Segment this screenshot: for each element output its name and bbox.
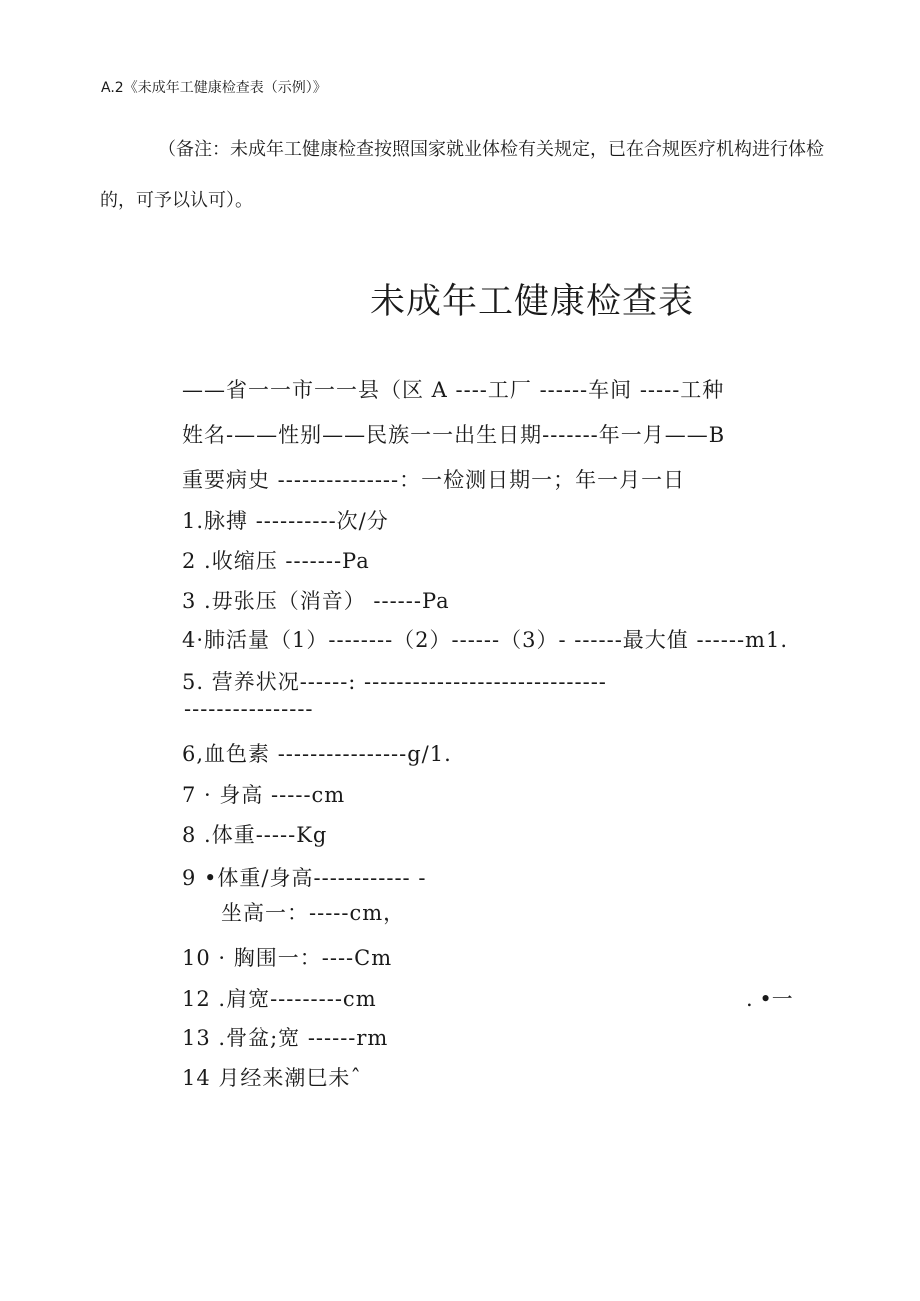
form-line-menarche: 14 月经来潮巳未ˆ (182, 1066, 362, 1090)
form-line-lung-capacity: 4·肺活量（1）--------（2）------（3）- ------最大值 ------m1. (182, 628, 789, 652)
side-mark: . •一 (746, 987, 793, 1011)
form-line-sitting-height: 坐高一：-----cm， (221, 901, 406, 925)
form-line-location: ——省一一市一一县（区 A ----工厂 ------车间 -----工种 (182, 378, 725, 402)
form-line-pulse: 1.脉搏 ----------次/分 (182, 509, 389, 533)
form-line-systolic: 2 .收缩压 -------Pa (182, 549, 370, 573)
note-paragraph: （备注：未成年工健康检查按照国家就业体检有关规定，已在合规医疗机构进行体检的，可予以认可）。 (100, 139, 824, 211)
form-title: 未成年工健康检查表 (369, 282, 694, 322)
form-line-personal-info: 姓名-——性别——民族一一出生日期-------年一月——B (182, 423, 726, 447)
form-line-hemoglobin: 6,血色素 ----------------g/1. (182, 742, 452, 766)
form-line-nutrition: 5. 营养状况------: ------------------------------ (182, 670, 607, 694)
form-line-nutrition-continued: ---------------- (184, 697, 314, 721)
form-line-medical-history: 重要病史 ---------------：一检测日期一；年一月一日 (182, 468, 686, 492)
form-line-height: 7 · 身高 -----cm (182, 783, 346, 807)
section-heading: A.2《未成年工健康检查表（示例）》 (101, 80, 327, 96)
form-line-weight: 8 .体重-----Kg (182, 823, 328, 847)
form-line-pelvis: 13 .骨盆;宽 ------rm (182, 1026, 389, 1050)
form-line-chest: 10 · 胸围一：----Cm (182, 946, 393, 970)
form-line-weight-height: 9 •体重/身高------------ - (182, 866, 427, 890)
form-line-shoulder: 12 .肩宽---------cm (182, 987, 377, 1011)
form-line-diastolic: 3 .毋张压（消音） ------Pa (182, 589, 450, 613)
